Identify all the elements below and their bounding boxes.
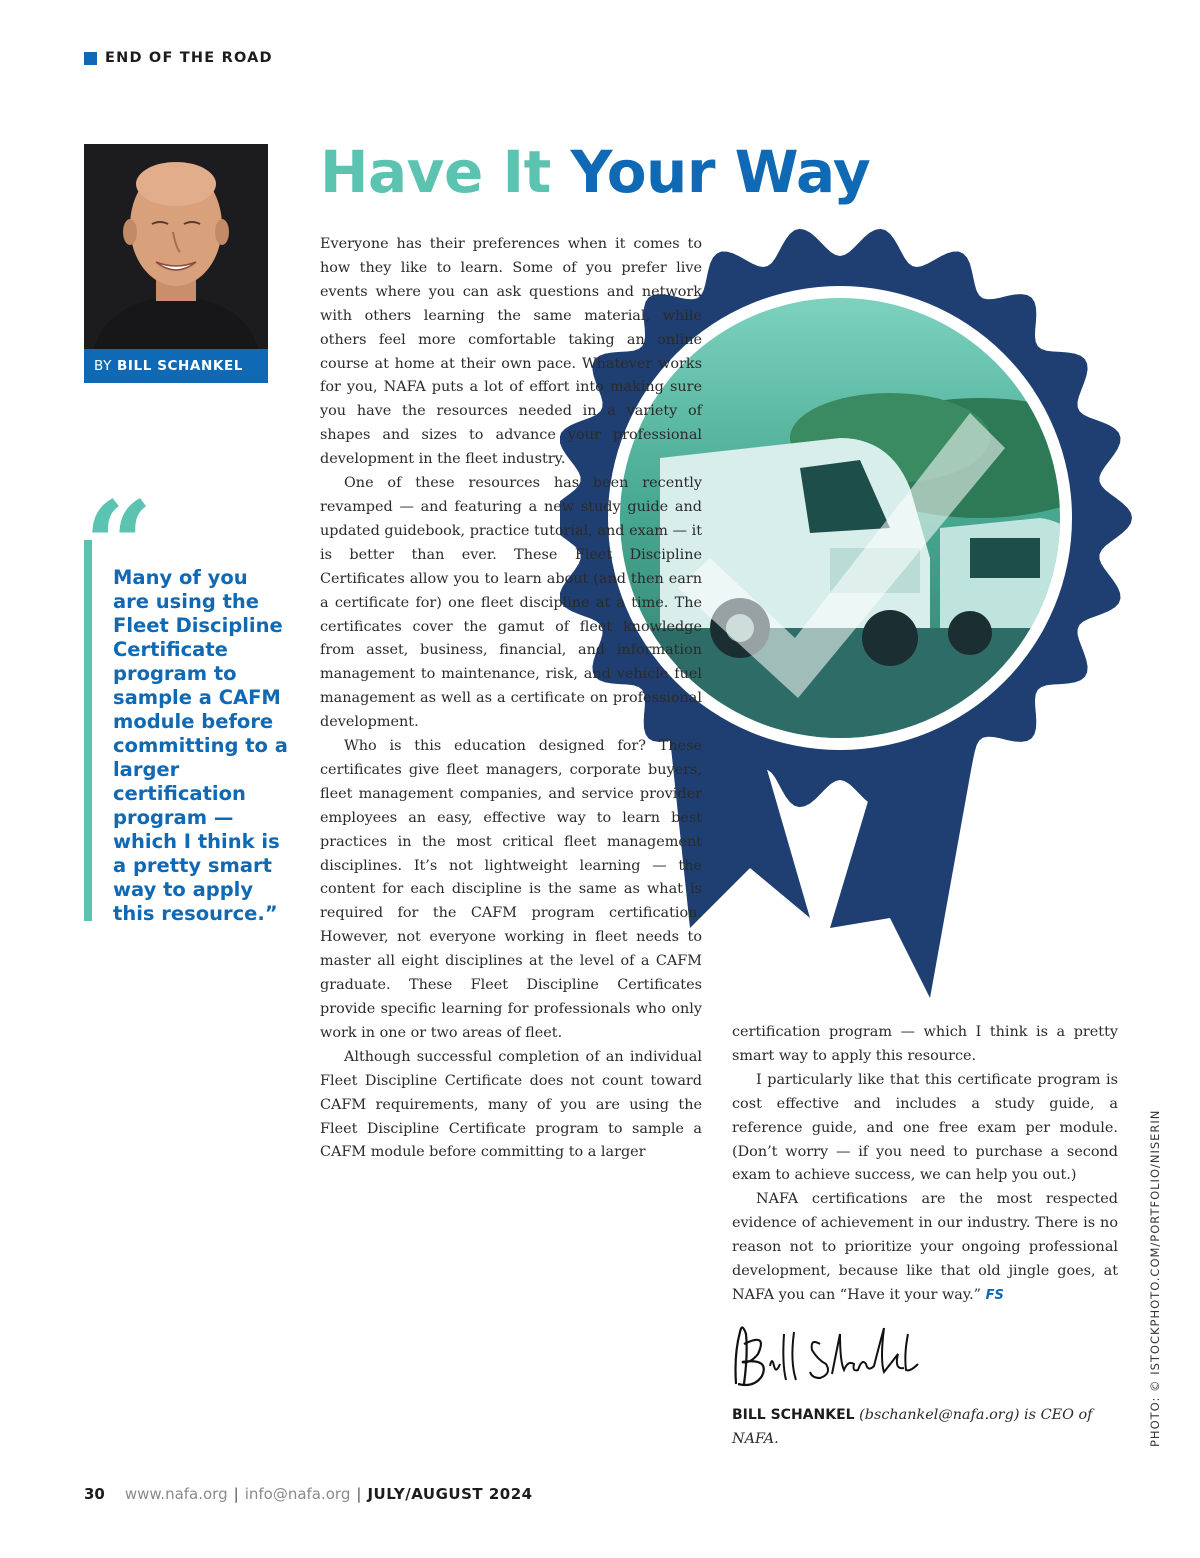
footer-separator: | (233, 1485, 239, 1503)
author-headshot (84, 144, 268, 349)
paragraph (732, 1188, 1118, 1308)
photo-credit: PHOTO: © ISTOCKPHOTO.COM/PORTFOLIO/NISERIN (1148, 1109, 1162, 1447)
title-part-1: Have It (320, 138, 551, 206)
paragraph: Who is this education designed for? These certificates give fleet managers, corporate buyers, fleet management companies, and service provider employees an easy, effective way to learn best practices in the most critical fleet management disciplines. It’s not lightweight learning — the content for each discipline is the same as what is required for the CAFM program certification. However, not everyone working in fleet needs to master all eight disciplines at the level of a CAFM graduate. These Fleet Discipline Certificates provide specific learning for professionals who only work in one or two areas of fleet. (320, 738, 702, 1041)
section-marker (84, 52, 97, 65)
paragraph: One of these resources has been recently revamped — and featuring a new study guide and updated guidebook, practice tutorial, and exam — it is better than ever. These Fleet Discipline Certificates allow you to learn about (and then earn a certificate for) one fleet discipline at a time. The certificates cover the gamut of fleet knowledge from asset, business, financial, and information management to maintenance, risk, and vehicle fuel management as well as a certificate on professional development. (320, 475, 702, 731)
paragraph: Everyone has their preferences when it comes to how they like to learn. Some of you prefer live events where you can ask questions and network with others learning the same material, while others feel more comfortable taking an online course at home at their own pace. Whatever works for you, NAFA puts a lot of effort into making sure you have the resources needed in a variety of shapes and sizes to advance your professional development in the fleet industry. (320, 236, 702, 468)
section-label: END OF THE ROAD (105, 50, 273, 66)
footer-website-link[interactable]: www.nafa.org (124, 1485, 228, 1503)
section-tag (84, 50, 273, 66)
end-mark: FS (985, 1287, 1004, 1303)
author-bio (732, 1403, 1122, 1451)
paragraph-text: NAFA certifications are the most respected evidence of achievement in our industry. There is no reason not to prioritize your ongoing professional development, because like that old jingle goes, at NAFA you can “Have it your way.” (732, 1191, 1118, 1303)
author-signature (728, 1314, 928, 1404)
bio-name: BILL SCHANKEL (732, 1407, 855, 1423)
pull-quote: Many of you are using the Fleet Discipline Certificate program to sample a CAFM module before committing to a larger certification program — which I think is a pretty smart way to apply this resource.” (113, 566, 288, 925)
footer-separator: | (356, 1485, 362, 1503)
paragraph: certification program — which I think is a pretty smart way to apply this resource. (732, 1024, 1118, 1064)
bio-text: (bschankel@nafa.org) is CEO of NAFA. (732, 1407, 1093, 1447)
byline-author: BILL SCHANKEL (116, 358, 243, 374)
footer-email-link[interactable]: info@nafa.org (244, 1485, 351, 1503)
article-column-1 (320, 233, 702, 1165)
paragraph: I particularly like that this certificate program is cost effective and includes a study guide, a reference guide, and one free exam per module. (Don’t worry — if you need to purchase a second exam to achieve success, we can help you out.) (732, 1071, 1118, 1184)
issue-date: JULY/AUGUST 2024 (367, 1485, 533, 1503)
page-footer (84, 1485, 533, 1503)
article-column-2 (732, 1021, 1118, 1308)
title-part-2: Your Way (570, 138, 871, 206)
open-quote-icon: “ (84, 475, 154, 616)
page-number: 30 (84, 1485, 105, 1503)
article-title (320, 138, 870, 206)
byline (84, 349, 268, 383)
paragraph: Although successful completion of an individual Fleet Discipline Certificate does not count toward CAFM requirements, many of you are using the Fleet Discipline Certificate program to sample a CAFM module before committing to a larger (320, 1048, 702, 1161)
byline-prefix: BY (94, 358, 112, 374)
